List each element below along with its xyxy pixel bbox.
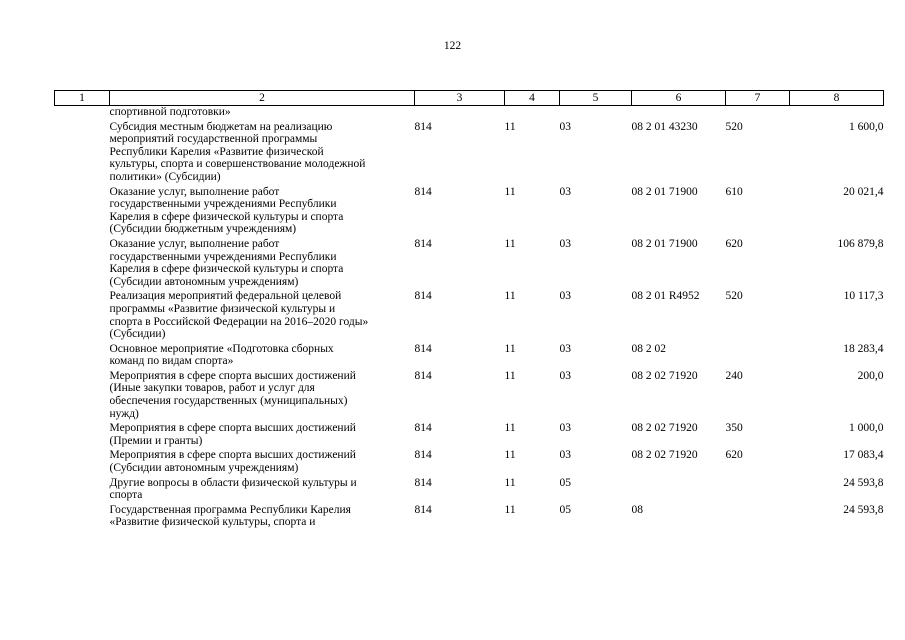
- table-row: [55, 504, 884, 531]
- cell-expense-type: 520: [725, 290, 743, 303]
- cell-expense-type: [726, 504, 790, 531]
- cell-col-1: [55, 477, 110, 504]
- cell-subsection: 03: [559, 185, 571, 198]
- table-row: [55, 186, 884, 238]
- cell-amount: 18 283,4: [843, 342, 884, 355]
- cell-expense-type: [726, 477, 790, 504]
- cell-amount: 106 879,8: [837, 237, 884, 250]
- table-row: [55, 477, 884, 504]
- column-header-8: 8: [790, 91, 884, 106]
- table-row: [55, 238, 884, 290]
- page-number: 122: [443, 40, 462, 52]
- cell-target-article: 08 2 02 71920: [631, 369, 698, 382]
- cell-admin-code: 814: [414, 237, 432, 250]
- budget-table: [54, 90, 884, 531]
- cell-col-1: [55, 290, 110, 342]
- cell-col-1: [55, 106, 110, 121]
- cell-subsection: 03: [559, 449, 571, 462]
- table-row: [55, 422, 884, 449]
- cell-admin-code: 814: [414, 503, 432, 516]
- table-row: [55, 121, 884, 186]
- column-header-1: 1: [55, 91, 110, 106]
- cell-subsection: 03: [559, 237, 571, 250]
- cell-amount: 17 083,4: [843, 449, 884, 462]
- cell-expense-type: 520: [725, 120, 743, 133]
- cell-col-1: [55, 504, 110, 531]
- cell-expense-type: [726, 343, 790, 370]
- column-header-4: 4: [505, 91, 560, 106]
- column-header-2: 2: [110, 91, 415, 106]
- cell-expense-type: [726, 106, 790, 121]
- table-row: [55, 106, 884, 121]
- cell-description: Субсидия местным бюджетам на реализацию мероприятий государственной программы Республики Карелия «Развитие физической культуры, спорта и совершенствование молодежной политики» (Субсидии): [109, 120, 366, 183]
- column-header-7: 7: [726, 91, 790, 106]
- cell-target-article: 08 2 01 71900: [631, 185, 698, 198]
- column-header-3: 3: [415, 91, 505, 106]
- cell-admin-code: 814: [414, 185, 432, 198]
- cell-target-article: 08 2 01 43230: [631, 120, 698, 133]
- cell-section: 11: [504, 422, 516, 435]
- cell-admin-code: 814: [414, 476, 432, 489]
- cell-section: 11: [504, 185, 516, 198]
- cell-admin-code: [415, 106, 505, 121]
- cell-description: Мероприятия в сфере спорта высших достижений (Субсидии автономным учреждениям): [109, 449, 356, 475]
- cell-section: 11: [504, 290, 516, 303]
- cell-expense-type: 240: [725, 369, 743, 382]
- cell-target-article: 08: [631, 503, 643, 516]
- cell-subsection: 03: [559, 290, 571, 303]
- cell-expense-type: 620: [725, 449, 743, 462]
- cell-description: Основное мероприятие «Подготовка сборных команд по видам спорта»: [109, 342, 334, 368]
- table-row: [55, 370, 884, 422]
- cell-admin-code: 814: [414, 369, 432, 382]
- cell-target-article: [632, 106, 726, 121]
- cell-admin-code: 814: [414, 449, 432, 462]
- cell-target-article: 08 2 02 71920: [631, 422, 698, 435]
- cell-col-1: [55, 121, 110, 186]
- table-header-row: [55, 91, 884, 106]
- cell-description: Другие вопросы в области физической культуры и спорта: [109, 476, 357, 502]
- cell-amount: 24 593,8: [843, 476, 884, 489]
- cell-amount: 1 600,0: [849, 120, 884, 133]
- cell-amount: 20 021,4: [843, 185, 884, 198]
- cell-description: Мероприятия в сфере спорта высших достижений (Иные закупки товаров, работ и услуг для обеспечения государственных (муниципальных) нужд): [109, 369, 356, 420]
- cell-target-article: [632, 477, 726, 504]
- cell-col-1: [55, 343, 110, 370]
- cell-subsection: 03: [559, 120, 571, 133]
- cell-amount: 1 000,0: [849, 422, 884, 435]
- cell-section: 11: [504, 120, 516, 133]
- cell-description: Государственная программа Республики Карелия «Развитие физической культуры, спорта и: [109, 503, 351, 529]
- cell-expense-type: 610: [725, 185, 743, 198]
- cell-expense-type: 620: [725, 237, 743, 250]
- table-body: [55, 106, 884, 532]
- cell-subsection: 05: [559, 503, 571, 516]
- cell-section: 11: [504, 503, 516, 516]
- cell-description: Оказание услуг, выполнение работ государственными учреждениями Республики Карелия в сфере физической культуры и спорта (Субсидии бюджетным учреждениям): [109, 185, 344, 236]
- cell-col-1: [55, 370, 110, 422]
- table-row: [55, 290, 884, 342]
- cell-subsection: [560, 106, 632, 121]
- cell-description: Мероприятия в сфере спорта высших достижений (Премии и гранты): [109, 422, 356, 447]
- cell-admin-code: 814: [414, 422, 432, 435]
- cell-admin-code: 814: [414, 120, 432, 133]
- cell-description: Оказание услуг, выполнение работ государственными учреждениями Республики Карелия в сфере физической культуры и спорта (Субсидии автономным учреждениям): [109, 237, 344, 288]
- cell-section: 11: [504, 369, 516, 382]
- column-header-6: 6: [632, 91, 726, 106]
- cell-subsection: 05: [559, 476, 571, 489]
- cell-section: 11: [504, 449, 516, 462]
- cell-target-article: 08 2 01 R4952: [631, 290, 700, 303]
- cell-amount: 200,0: [857, 369, 884, 382]
- cell-subsection: 03: [559, 342, 571, 355]
- cell-section: [505, 106, 560, 121]
- cell-col-1: [55, 422, 110, 449]
- cell-subsection: 03: [559, 369, 571, 382]
- cell-target-article: 08 2 02: [631, 342, 666, 355]
- cell-admin-code: 814: [414, 342, 432, 355]
- cell-col-1: [55, 186, 110, 238]
- cell-admin-code: 814: [414, 290, 432, 303]
- cell-expense-type: 350: [725, 422, 743, 435]
- cell-target-article: 08 2 01 71900: [631, 237, 698, 250]
- cell-description: спортивной подготовки»: [109, 106, 231, 118]
- table-row: [55, 449, 884, 476]
- cell-section: 11: [504, 237, 516, 250]
- cell-target-article: 08 2 02 71920: [631, 449, 698, 462]
- cell-amount: 10 117,3: [843, 290, 884, 303]
- cell-amount: 24 593,8: [843, 503, 884, 516]
- cell-subsection: 03: [559, 422, 571, 435]
- table-row: [55, 343, 884, 370]
- cell-section: 11: [504, 342, 516, 355]
- cell-section: 11: [504, 476, 516, 489]
- cell-col-1: [55, 238, 110, 290]
- cell-col-1: [55, 449, 110, 476]
- cell-description: Реализация мероприятий федеральной целевой программы «Развитие физической культуры и спорта в Российской Федерации на 2016–2020 годы» (Субсидии): [109, 290, 369, 341]
- cell-amount: [790, 106, 884, 121]
- column-header-5: 5: [560, 91, 632, 106]
